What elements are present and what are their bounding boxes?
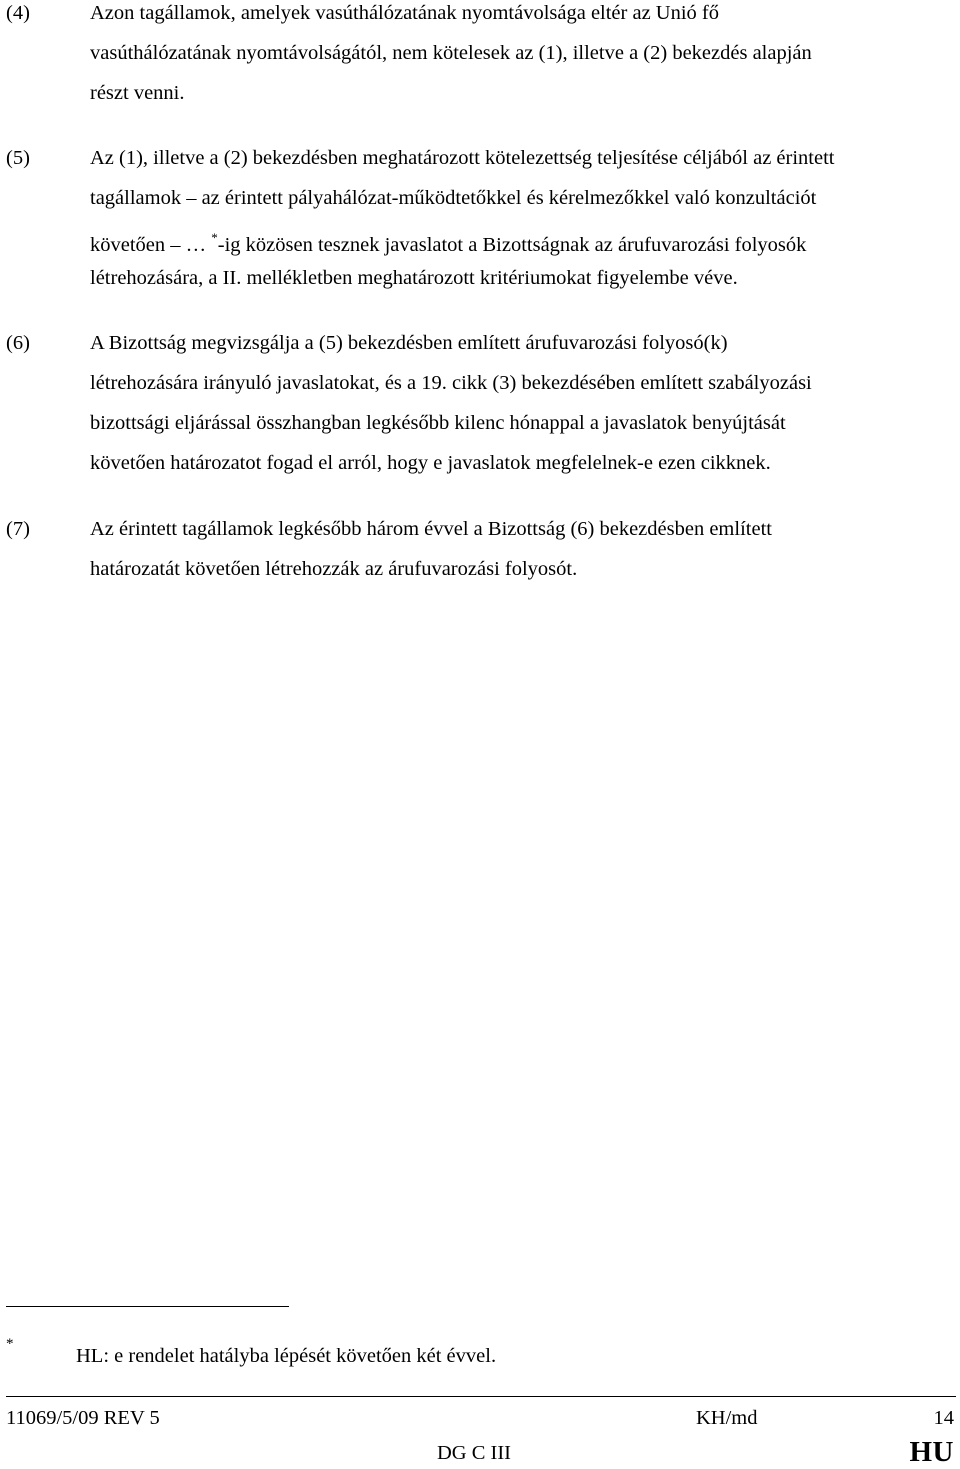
paragraph-number: (5) xyxy=(6,147,30,169)
line-text: -ig közösen tesznek javaslatot a Bizottságnak az árufuvarozási folyosók xyxy=(217,234,807,256)
directorate: DG C III xyxy=(437,1442,512,1464)
paragraph-line: Az (1), illetve a (2) bekezdésben meghatározott kötelezettség teljesítése céljából az érintett xyxy=(90,147,835,169)
paragraph-line: Az érintett tagállamok legkésőbb három évvel a Bizottság (6) bekezdésben említett xyxy=(90,518,772,540)
paragraph-line xyxy=(90,218,806,258)
paragraph-number: (6) xyxy=(6,332,30,354)
footnote-reference: * xyxy=(211,230,218,245)
author-initials: KH/md xyxy=(696,1407,758,1429)
paragraph-line: határozatát követően létrehozzák az árufuvarozási folyosót. xyxy=(90,558,578,580)
paragraph-line: A Bizottság megvizsgálja a (5) bekezdésben említett árufuvarozási folyosó(k) xyxy=(90,332,728,354)
paragraph-line: részt venni. xyxy=(90,82,185,104)
language-code: HU xyxy=(909,1436,954,1468)
paragraph-number: (7) xyxy=(6,518,30,540)
paragraph-line: bizottsági eljárással összhangban legkésőbb kilenc hónappal a javaslatok benyújtását xyxy=(90,412,786,434)
paragraph-number: (4) xyxy=(6,2,30,24)
paragraph-line: létrehozására irányuló javaslatokat, és a 19. cikk (3) bekezdésében említett szabályozási xyxy=(90,372,812,394)
paragraph-line: követően határozatot fogad el arról, hogy e javaslatok megfelelnek-e ezen cikknek. xyxy=(90,452,771,474)
paragraph-line: vasúthálózatának nyomtávolságától, nem kötelesek az (1), illetve a (2) bekezdés alapján xyxy=(90,42,812,64)
footnote-separator xyxy=(6,1306,289,1307)
footnote-text: HL: e rendelet hatályba lépését követően két évvel. xyxy=(76,1345,497,1367)
footnote-marker: * xyxy=(6,1336,14,1352)
line-text: követően – … xyxy=(90,234,212,256)
paragraph-line: Azon tagállamok, amelyek vasúthálózatának nyomtávolsága eltér az Unió fő xyxy=(90,2,720,24)
document-reference: 11069/5/09 REV 5 xyxy=(6,1407,160,1429)
footer-separator xyxy=(6,1396,956,1397)
paragraph-line: létrehozására, a II. mellékletben meghatározott kritériumokat figyelembe véve. xyxy=(90,267,738,289)
page-number: 14 xyxy=(933,1407,954,1429)
paragraph-line: tagállamok – az érintett pályahálózat-működtetőkkel és kérelmezőkkel való konzultációt xyxy=(90,187,817,209)
